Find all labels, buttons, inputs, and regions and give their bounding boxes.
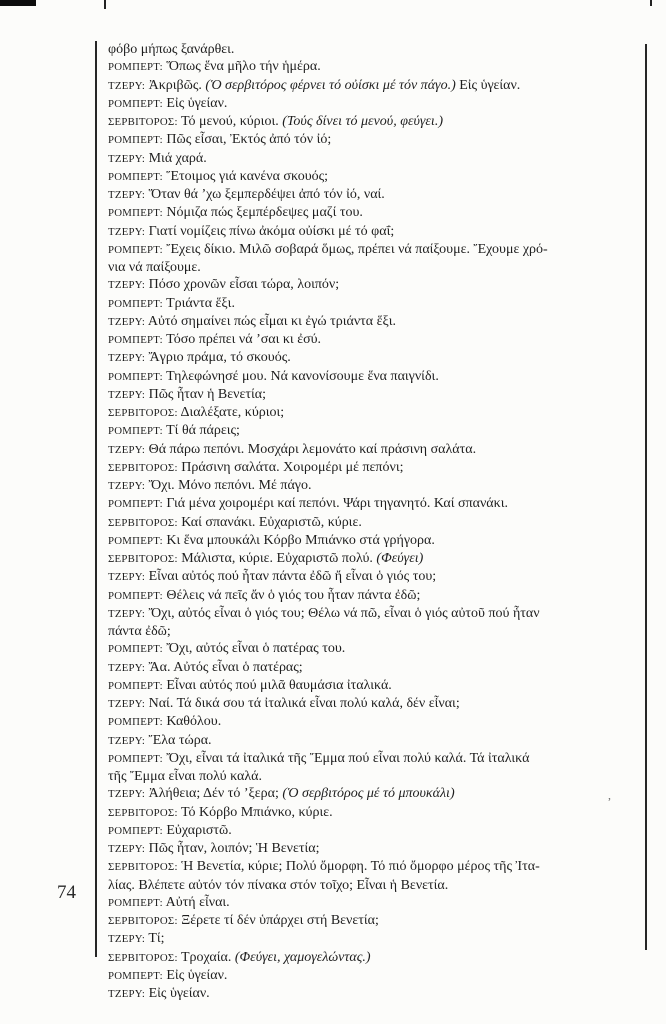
dialogue-text: Νόμιζα πώς ξεμπέρδεψες μαζί του. bbox=[162, 205, 363, 221]
dialogue-text: Τί θά πάρεις; bbox=[162, 423, 240, 439]
dialogue-text: Ὄχι. Μόνο πεπόνι. Μέ πάγο. bbox=[145, 478, 312, 493]
dialogue-text: Ἀκριβῶς. bbox=[145, 77, 206, 93]
speaker-label: ΤΖΕΡΥ: bbox=[108, 279, 146, 292]
page-number: 74 bbox=[57, 882, 76, 903]
dialogue-line bbox=[108, 223, 640, 241]
dialogue-line bbox=[108, 659, 640, 677]
dialogue-line bbox=[108, 168, 640, 186]
speaker-label: ΡΟΜΠΕΡΤ: bbox=[108, 824, 163, 837]
speaker-label: ΡΟΜΠΕΡΤ: bbox=[108, 896, 163, 909]
dialogue-text: λίας. Βλέπετε αὐτόν τόν πίνακα στόν τοῖχο; Εἶναι ἡ Βενετία. bbox=[108, 877, 449, 893]
dialogue-line bbox=[108, 349, 640, 367]
dialogue-line bbox=[108, 605, 640, 623]
dialogue-line bbox=[108, 422, 640, 440]
speaker-label: ΡΟΜΠΕΡΤ: bbox=[108, 207, 163, 220]
dialogue-text: Εἰς ὑγείαν. bbox=[145, 986, 210, 1001]
speaker-label: ΤΖΕΡΥ: bbox=[108, 152, 146, 165]
dialogue-text: Μιά χαρά. bbox=[145, 150, 207, 166]
dialogue-line bbox=[108, 186, 640, 204]
dialogue-line bbox=[108, 241, 640, 259]
right-margin-rule bbox=[645, 44, 647, 950]
speaker-label: ΡΟΜΠΕΡΤ: bbox=[108, 334, 163, 346]
speaker-label: ΡΟΜΠΕΡΤ: bbox=[108, 716, 163, 729]
dialogue-line bbox=[108, 768, 640, 785]
dialogue-line bbox=[108, 568, 640, 586]
speaker-label: ΣΕΡΒΙΤΟΡΟΣ: bbox=[108, 861, 178, 874]
speaker-label: ΡΟΜΠΕΡΤ: bbox=[108, 589, 163, 602]
dialogue-line bbox=[108, 985, 640, 1003]
dialogue-text: Γιά μένα χοιρομέρι καί πεπόνι. Ψάρι τηγανητό. Καί σπανάκι. bbox=[162, 496, 508, 512]
dialogue-line bbox=[108, 894, 640, 912]
dialogue-text: Ἀλήθεια; Δέν τό ’ξερα; bbox=[145, 786, 283, 802]
dialogue-line bbox=[108, 259, 640, 276]
speaker-label: ΤΖΕΡΥ: bbox=[108, 315, 146, 328]
speaker-label: ΡΟΜΠΕΡΤ: bbox=[108, 425, 163, 438]
dialogue-text: Εὐχαριστῶ. bbox=[162, 822, 232, 838]
dialogue-line bbox=[108, 695, 640, 713]
dialogue-line bbox=[108, 514, 640, 532]
dialogue-text: Θέλεις νά πεῖς ἄν ὁ γιός του ἦταν πάντα ἐδῶ; bbox=[162, 587, 421, 603]
dialogue-text: Εἰς ὑγείαν. bbox=[162, 95, 228, 111]
dialogue-line bbox=[108, 858, 640, 876]
dialogue-line bbox=[108, 313, 640, 331]
speaker-label: ΤΖΕΡΥ: bbox=[108, 698, 146, 710]
dialogue-line bbox=[108, 930, 640, 948]
speaker-label: ΤΖΕΡΥ: bbox=[108, 607, 146, 620]
dialogue-line bbox=[108, 441, 640, 459]
dialogue-text: τῆς Ἔμμα εἶναι πολύ καλά. bbox=[108, 769, 262, 784]
dialogue-text: Τό Κόρβο Μπιάνκο, κύριε. bbox=[177, 804, 333, 820]
dialogue-line bbox=[108, 532, 640, 550]
stage-direction: (Φεύγει) bbox=[376, 551, 424, 566]
dialogue-line bbox=[108, 967, 640, 985]
speaker-label: ΤΖΕΡΥ: bbox=[108, 480, 146, 492]
dialogue-line bbox=[108, 912, 640, 930]
dialogue-line bbox=[108, 640, 640, 658]
speaker-label: ΡΟΜΠΕΡΤ: bbox=[108, 534, 163, 547]
dialogue-line bbox=[108, 949, 640, 967]
speaker-label: ΡΟΜΠΕΡΤ: bbox=[108, 679, 163, 692]
dialogue-text: Εἶναι αὐτός πού μιλᾶ θαυμάσια ἰταλικά. bbox=[162, 677, 392, 693]
dialogue-line bbox=[108, 495, 640, 513]
dialogue-text: Ὄχι, αὐτός εἶναι ὁ πατέρας του. bbox=[162, 641, 346, 657]
stage-direction: (Ὁ σερβιτόρος μέ τό μπουκάλι) bbox=[282, 786, 455, 802]
dialogue-text: Ναί. Τά δικά σου τά ἰταλικά εἶναι πολύ καλά, δέν εἶναι; bbox=[145, 696, 460, 711]
dialogue-line bbox=[108, 404, 640, 422]
dialogue-text: Τό μενού, κύριοι. bbox=[177, 114, 283, 129]
dialogue-text: Πόσο χρονῶν εἶσαι τώρα, λοιπόν; bbox=[145, 277, 340, 293]
dialogue-text: Θά πάρω πεπόνι. Μοσχάρι λεμονάτο καί πράσινη σαλάτα. bbox=[145, 441, 477, 457]
speaker-label: ΤΖΕΡΥ: bbox=[108, 788, 146, 801]
dialogue-text: Ἔλα τώρα. bbox=[145, 732, 212, 748]
dialogue-line bbox=[108, 732, 640, 750]
dialogue-text: Κι ἕνα μπουκάλι Κόρβο Μπιάνκο στά γρήγορα. bbox=[162, 532, 435, 548]
speaker-label: ΡΟΜΠΕΡΤ: bbox=[108, 97, 163, 110]
dialogue-line bbox=[108, 331, 640, 349]
dialogue-text: Εἰς ὑγείαν. bbox=[455, 77, 521, 93]
scan-artifact-tick-left bbox=[104, 0, 106, 9]
scan-speck: , bbox=[608, 788, 611, 802]
dialogue-text: Ὅταν θά ’χω ξεμπερδέψει ἀπό τόν ἰό, ναί. bbox=[145, 187, 385, 202]
scan-artifact-corner-bar bbox=[0, 0, 36, 6]
dialogue-text: Καί σπανάκι. Εὐχαριστῶ, κύριε. bbox=[177, 514, 362, 530]
dialogue-line bbox=[108, 295, 640, 313]
dialogue-line bbox=[108, 550, 640, 568]
dialogue-text: Ξέρετε τί δέν ὑπάρχει στή Βενετία; bbox=[177, 913, 379, 928]
dialogue-text: Τόσο πρέπει νά ’σαι κι ἐσύ. bbox=[162, 332, 322, 347]
dialogue-line bbox=[108, 58, 640, 76]
dialogue-line bbox=[108, 459, 640, 477]
dialogue-line bbox=[108, 804, 640, 822]
speaker-label: ΤΖΕΡΥ: bbox=[108, 933, 146, 946]
dialogue-line bbox=[108, 41, 640, 58]
dialogue-line bbox=[108, 877, 640, 894]
dialogue-text: Ἄα. Αὐτός εἶναι ὁ πατέρας; bbox=[145, 659, 303, 675]
speaker-label: ΣΕΡΒΙΤΟΡΟΣ: bbox=[108, 461, 178, 474]
dialogue-text: Διαλέξατε, κύριοι; bbox=[177, 405, 285, 420]
speaker-label: ΡΟΜΠΕΡΤ: bbox=[108, 643, 163, 656]
dialogue-line bbox=[108, 131, 640, 149]
speaker-label: ΣΕΡΒΙΤΟΡΟΣ: bbox=[108, 806, 178, 819]
speaker-label: ΡΟΜΠΕΡΤ: bbox=[108, 134, 163, 147]
speaker-label: ΤΖΕΡΥ: bbox=[108, 571, 146, 584]
speaker-label: ΡΟΜΠΕΡΤ: bbox=[108, 752, 163, 765]
dialogue-text: Καθόλου. bbox=[162, 714, 222, 730]
dialogue-text: Εἶναι αὐτός πού ἦταν πάντα ἐδῶ ἤ εἶναι ὁ γιός του; bbox=[145, 569, 437, 585]
dialogue-line bbox=[108, 477, 640, 495]
dialogue-line bbox=[108, 785, 640, 803]
dialogue-line bbox=[108, 822, 640, 840]
speaker-label: ΡΟΜΠΕΡΤ: bbox=[108, 243, 163, 256]
dialogue-text: Αὐτή εἶναι. bbox=[162, 894, 230, 910]
dialogue-text: Εἰς ὑγείαν. bbox=[162, 967, 228, 983]
dialogue-text: Τί; bbox=[145, 931, 165, 947]
dialogue-text: νια νά παίξουμε. bbox=[108, 260, 201, 275]
dialogue-text: Πῶς ἦταν ἡ Βενετία; bbox=[145, 386, 266, 402]
dialogue-line bbox=[108, 623, 640, 640]
dialogue-line bbox=[108, 750, 640, 768]
dialogue-line bbox=[108, 204, 640, 222]
speaker-label: ΡΟΜΠΕΡΤ: bbox=[108, 498, 163, 511]
dialogue-text: Τριάντα ἕξι. bbox=[162, 295, 235, 311]
speaker-label: ΡΟΜΠΕΡΤ: bbox=[108, 61, 163, 74]
speaker-label: ΤΖΕΡΥ: bbox=[108, 79, 146, 92]
dialogue-text: Ἕτοιμος γιά κανένα σκουός; bbox=[162, 168, 329, 184]
stage-direction: (Τούς δίνει τό μενού, φεύγει.) bbox=[282, 114, 443, 129]
speaker-label: ΤΖΕΡΥ: bbox=[108, 443, 146, 456]
dialogue-line bbox=[108, 677, 640, 695]
dialogue-line bbox=[108, 368, 640, 386]
dialogue-line bbox=[108, 587, 640, 605]
dialogue-text: Ἔχεις δίκιο. Μιλῶ σοβαρά ὅμως, πρέπει νά παίξουμε. Ἔχουμε χρό- bbox=[162, 241, 548, 257]
stage-direction: (Φεύγει, χαμογελώντας.) bbox=[234, 949, 371, 965]
dialogue-text: Ὄχι, αὐτός εἶναι ὁ γιός του; Θέλω νά πῶ, εἶναι ὁ γιός αὐτοῦ πού ἦταν bbox=[145, 605, 540, 621]
dialogue-line bbox=[108, 386, 640, 404]
speaker-label: ΤΖΕΡΥ: bbox=[108, 189, 146, 201]
speaker-label: ΤΖΕΡΥ: bbox=[108, 988, 146, 1000]
speaker-label: ΡΟΜΠΕΡΤ: bbox=[108, 297, 163, 310]
dialogue-line bbox=[108, 77, 640, 95]
speaker-label: ΣΕΡΒΙΤΟΡΟΣ: bbox=[108, 516, 178, 529]
dialogue-text: φόβο μήπως ξανάρθει. bbox=[108, 42, 235, 57]
dialogue-text-block bbox=[108, 41, 640, 1003]
speaker-label: ΡΟΜΠΕΡΤ: bbox=[108, 370, 163, 383]
dialogue-text: πάντα ἐδῶ; bbox=[108, 624, 171, 639]
stage-direction: (Ὁ σερβιτόρος φέρνει τό οὐίσκι μέ τόν πάγο.) bbox=[205, 77, 456, 93]
dialogue-text: Τροχαία. bbox=[177, 949, 235, 965]
speaker-label: ΤΖΕΡΥ: bbox=[108, 661, 146, 674]
speaker-label: ΣΕΡΒΙΤΟΡΟΣ: bbox=[108, 407, 178, 419]
dialogue-text: Αὐτό σημαίνει πώς εἶμαι κι ἐγώ τριάντα ἕξι. bbox=[145, 313, 397, 329]
speaker-label: ΤΖΕΡΥ: bbox=[108, 225, 146, 238]
dialogue-line bbox=[108, 113, 640, 131]
dialogue-line bbox=[108, 276, 640, 294]
dialogue-text: Ἄγριο πράμα, τό σκουός. bbox=[145, 350, 291, 366]
speaker-label: ΣΕΡΒΙΤΟΡΟΣ: bbox=[108, 915, 178, 927]
speaker-label: ΤΖΕΡΥ: bbox=[108, 388, 146, 401]
dialogue-text: Γιατί νομίζεις πίνω ἀκόμα οὐίσκι μέ τό φαΐ; bbox=[145, 223, 395, 239]
dialogue-text: Ὄχι, εἶναι τά ἰταλικά τῆς Ἔμμα πού εἶναι πολύ καλά. Τά ἰταλικά bbox=[162, 750, 530, 766]
dialogue-line bbox=[108, 840, 640, 858]
speaker-label: ΡΟΜΠΕΡΤ: bbox=[108, 170, 163, 183]
speaker-label: ΣΕΡΒΙΤΟΡΟΣ: bbox=[108, 116, 178, 128]
speaker-label: ΡΟΜΠΕΡΤ: bbox=[108, 969, 163, 982]
dialogue-text: Τηλεφώνησέ μου. Νά κανονίσουμε ἕνα παιγνίδι. bbox=[162, 368, 439, 384]
speaker-label: ΤΖΕΡΥ: bbox=[108, 352, 146, 365]
dialogue-line bbox=[108, 713, 640, 731]
dialogue-text: Πῶς εἶσαι, Ἐκτός ἀπό τόν ἰό; bbox=[162, 132, 332, 148]
dialogue-text: Μάλιστα, κύριε. Εὐχαριστῶ πολύ. bbox=[177, 551, 377, 566]
dialogue-line bbox=[108, 150, 640, 168]
speaker-label: ΤΖΕΡΥ: bbox=[108, 734, 146, 747]
speaker-label: ΣΕΡΒΙΤΟΡΟΣ: bbox=[108, 553, 178, 565]
dialogue-text: Ἡ Βενετία, κύριε; Πολύ ὄμορφη. Τό πιό ὄμορφο μέρος τῆς Ἰτα- bbox=[177, 859, 540, 875]
speaker-label: ΣΕΡΒΙΤΟΡΟΣ: bbox=[108, 951, 178, 964]
dialogue-line bbox=[108, 95, 640, 113]
dialogue-text: Πράσινη σαλάτα. Χοιρομέρι μέ πεπόνι; bbox=[177, 459, 404, 475]
left-margin-rule bbox=[95, 41, 97, 957]
speaker-label: ΤΖΕΡΥ: bbox=[108, 843, 146, 855]
scan-artifact-tick-right bbox=[650, 0, 652, 6]
dialogue-text: Πῶς ἦταν, λοιπόν; Ἡ Βενετία; bbox=[145, 841, 320, 856]
dialogue-text: Ὅπως ἕνα μῆλο τήν ἡμέρα. bbox=[162, 59, 321, 75]
